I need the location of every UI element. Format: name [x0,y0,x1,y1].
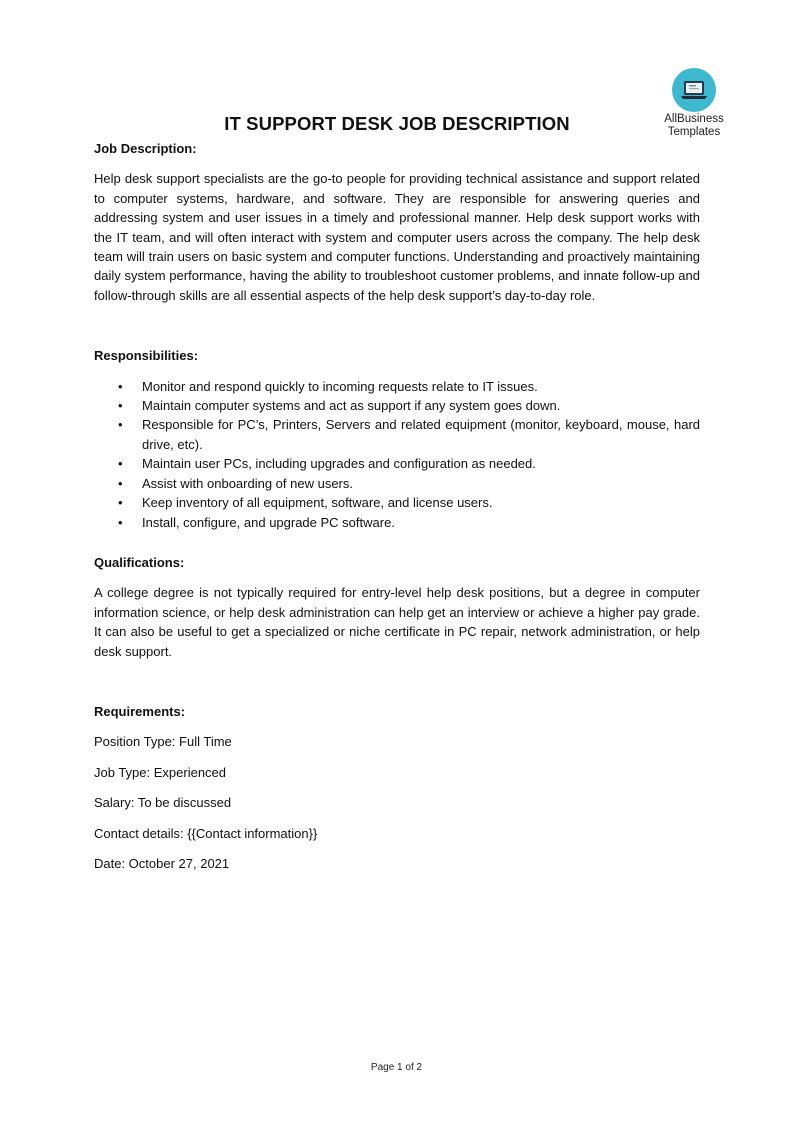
page-number: Page 1 of 2 [370,1062,423,1073]
bullet-icon: • [118,456,123,472]
date: Date: October 27, 2021 [94,855,230,871]
laptop-logo-icon [672,68,716,112]
bullet-icon: • [118,514,123,530]
qualifications-heading: Qualifications: [94,554,185,570]
job-description-text: Help desk support specialists are the go-to people for providing technical assistance and support related to computer systems, hardware, and software. They are responsible for answering queries and addressing system and user issues in a timely and professional manner. Help desk support works with the IT team, and will often interact with system and computer users across the company. The help desk team will train users on basic system and computer functions. Understanding and proactively maintaining daily system performance, having the ability to troubleshoot customer problems, and innate follow-up and follow-through skills are all essential aspects of the help desk support’s day-to-day role. [94,171,700,303]
job-description-heading: Job Description: [94,141,197,156]
bullet-icon: • [118,378,123,394]
contact-details: Contact details: {{Contact information}} [94,825,318,841]
list-item [94,513,700,532]
list-item [94,474,700,493]
list-item-text: Keep inventory of all equipment, software, and license users. [142,495,493,511]
document-body [94,139,700,873]
responsibilities-heading: Responsibilities: [94,348,199,364]
list-item-text: Monitor and respond quickly to incoming requests relate to IT issues. [142,378,538,394]
salary: Salary: To be discussed [94,795,232,811]
position-type: Position Type: Full Time [94,734,232,750]
list-item [94,454,700,473]
list-item [94,493,700,512]
list-item-text: Maintain user PCs, including upgrades and configuration as needed. [142,456,536,472]
document-title: IT SUPPORT DESK JOB DESCRIPTION [224,113,570,134]
list-item [94,377,700,396]
list-item-text: Assist with onboarding of new users. [142,475,353,491]
list-item [94,396,700,415]
bullet-icon: • [118,495,123,511]
list-item-text: Responsible for PC’s, Printers, Servers and related equipment (monitor, keyboard, mouse, hard drive, etc). [142,417,700,452]
responsibilities-list [94,377,700,532]
bullet-icon: • [118,475,123,491]
qualifications-text: A college degree is not typically required for entry-level help desk positions, but a degree in computer information science, or help desk administration can help get an interview or achieve a higher pay grade. It can also be useful to get a specialized or niche certificate in PC repair, network administration, or help desk support. [94,585,700,659]
list-item [94,415,700,454]
list-item-text: Install, configure, and upgrade PC software. [142,514,395,530]
job-type: Job Type: Experienced [94,764,227,780]
bullet-icon: • [118,417,123,433]
list-item-text: Maintain computer systems and act as support if any system goes down. [142,398,561,414]
requirements-heading: Requirements: [94,703,186,719]
logo-text-line2: Templates [667,126,721,138]
logo-text-line1: AllBusiness [664,113,724,125]
bullet-icon: • [118,398,123,414]
